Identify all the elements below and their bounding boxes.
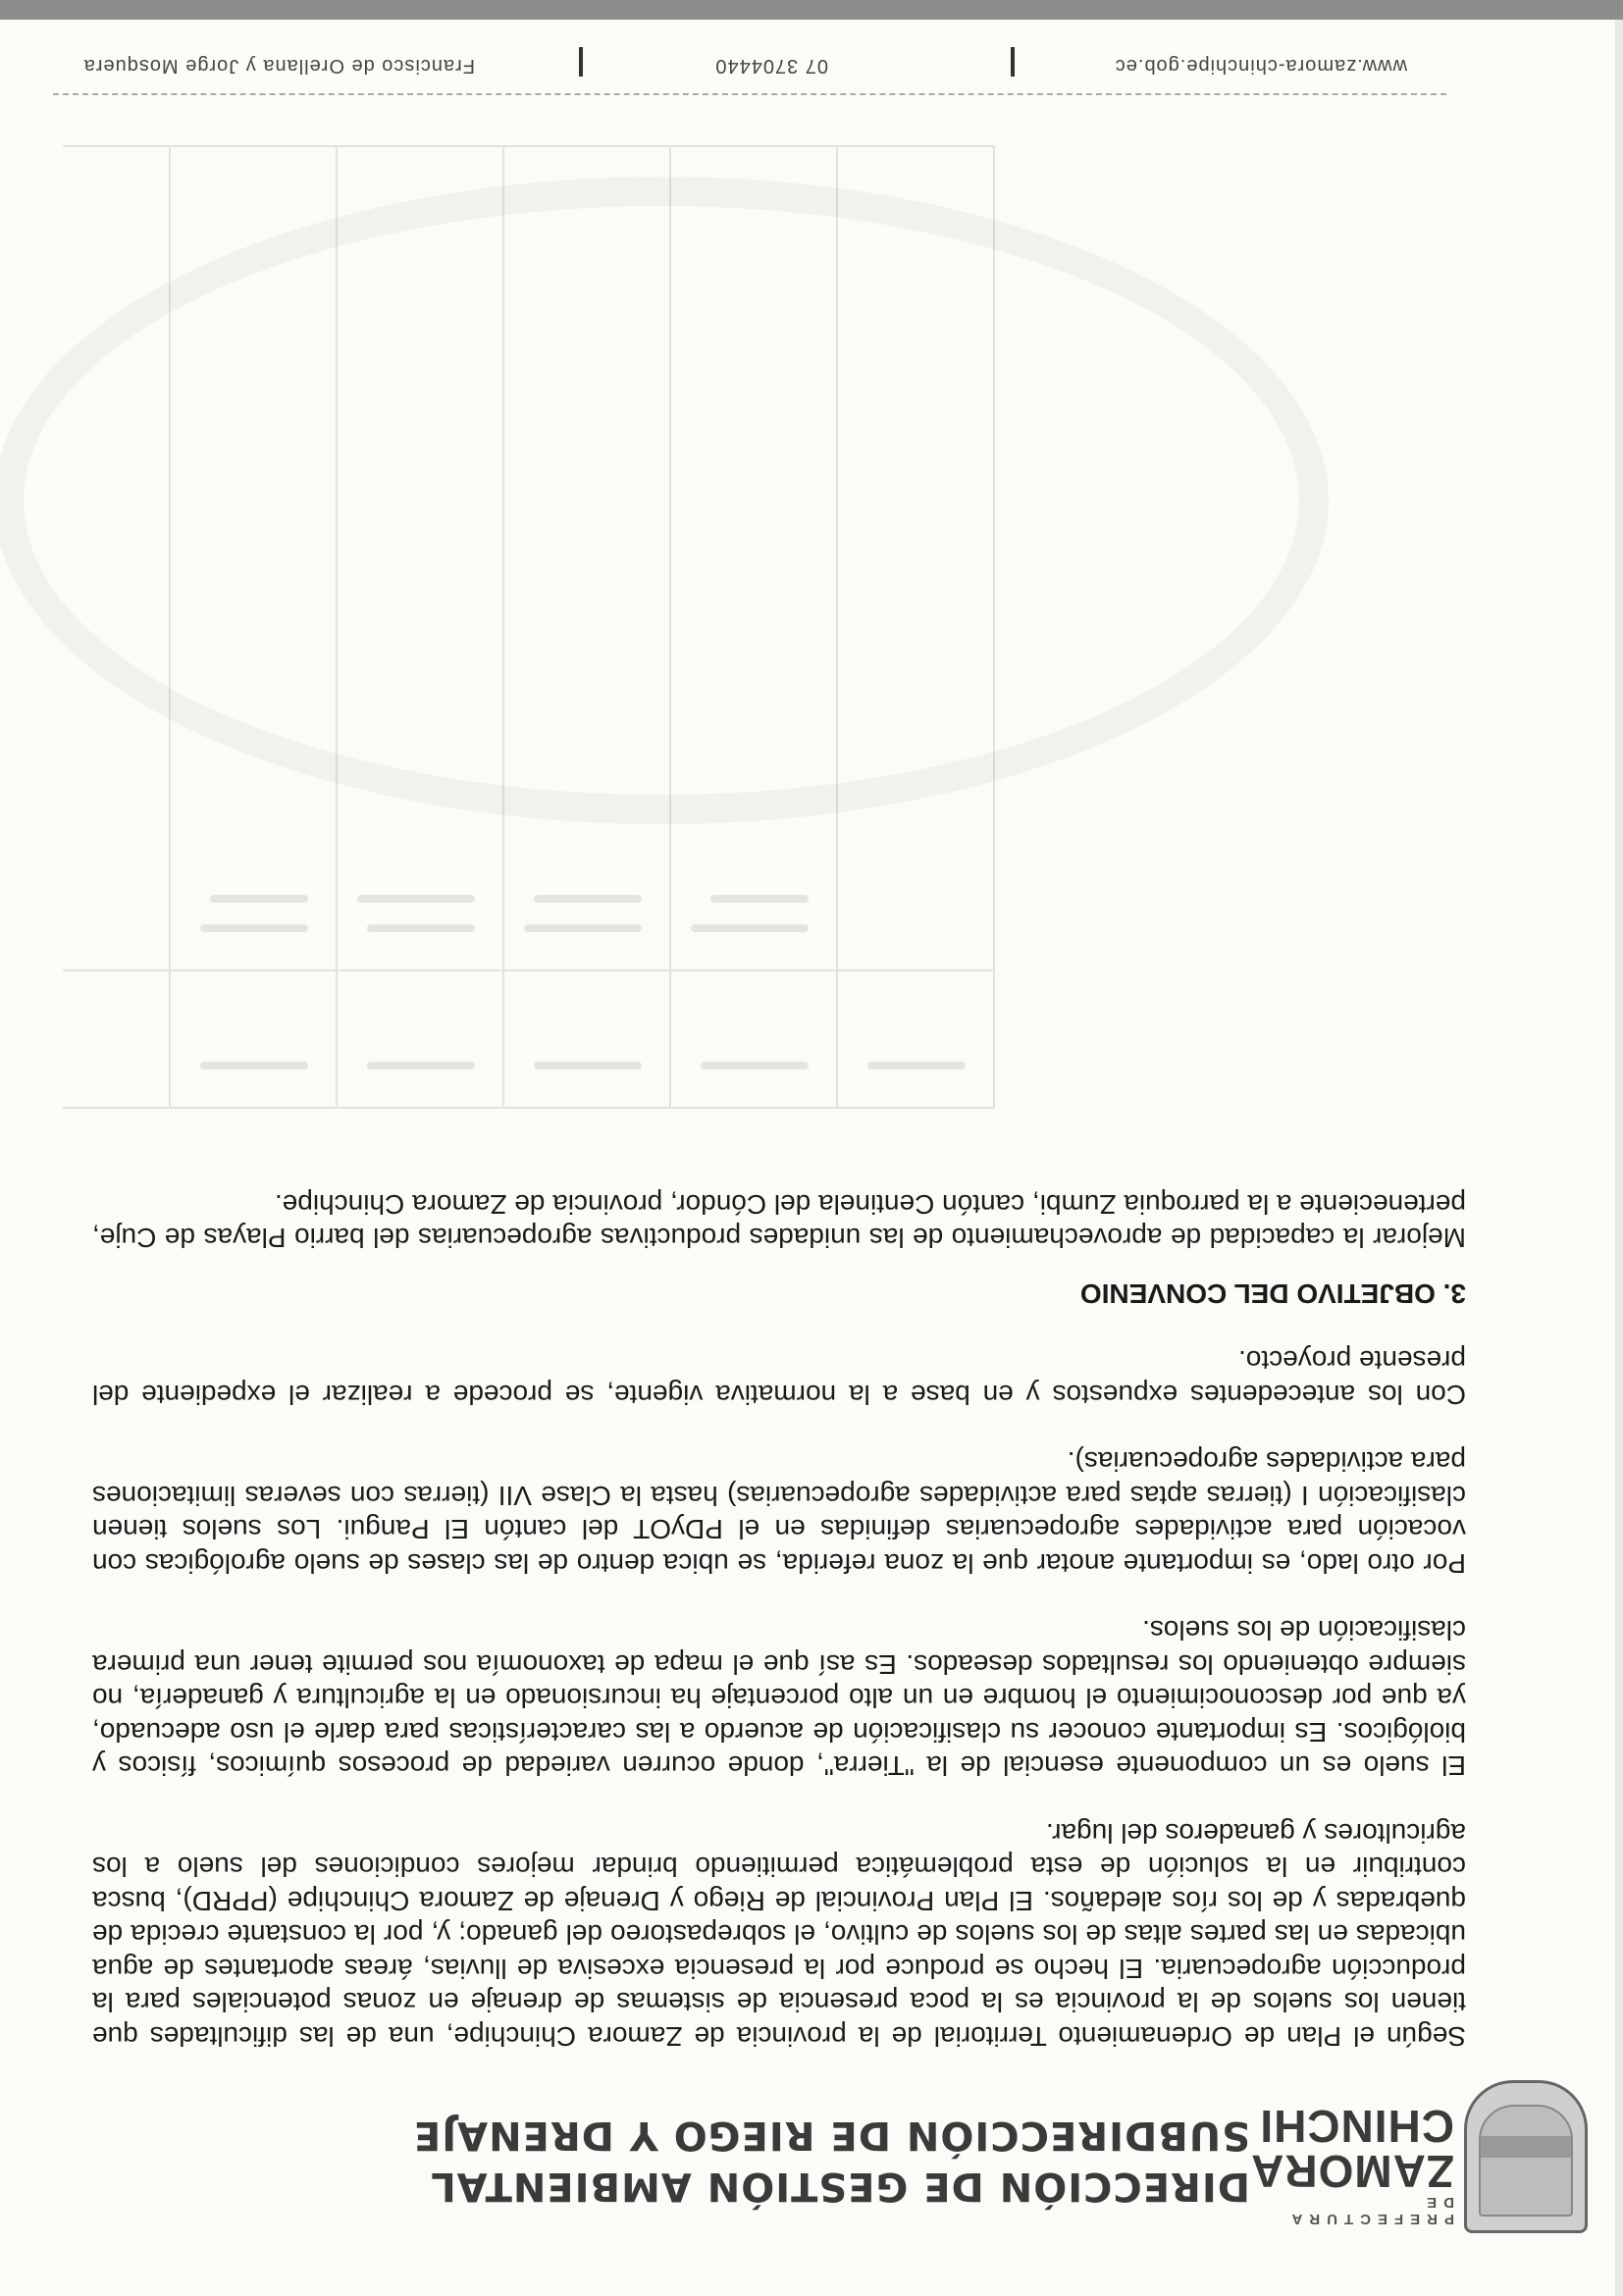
logo-caption: PREFECTURA DE xyxy=(1285,2194,1454,2227)
coat-of-arms-logo xyxy=(1464,2080,1588,2233)
logo-line-2: CHINCHI xyxy=(1259,2101,1454,2152)
footer-phone: 07 3704440 xyxy=(714,55,828,77)
footer-address: Francisco de Orellana y Jorge Mosquera xyxy=(82,55,475,77)
footer xyxy=(53,37,1446,77)
department-title: DIRECCIÓN DE GESTIÓN AMBIENTAL xyxy=(430,2164,1250,2209)
footer-divider xyxy=(53,93,1446,95)
subdepartment-title: SUBDIRECCIÓN DE RIEGO Y DRENAJE xyxy=(412,2113,1250,2158)
footer-separator xyxy=(1011,47,1015,77)
paragraph: Por otro lado, es importante anotar que la zona referida, se ubica dentro de las clases de suelo agrológicas con vocación para actividades agropecuarias definidas en el PDyOT del cantón El Pangui. Los suelos tienen clasificación I (tierras aptas para actividades agropecuarias) hasta la Clase VII (tierras con severas limitaciones para actividades agropecuarias). xyxy=(92,1446,1466,1579)
objective-paragraph: Mejorar la capacidad de aprovechamiento de las unidades productivas agropecuarias del barrio Playas de Cuje, perteneciente a la parroquia Zumbi, cantón Centinela del Cóndor, provincia de Zamora Chinchipe. xyxy=(92,1189,1466,1254)
footer-website: www.zamora-chinchipe.gob.ec xyxy=(1114,55,1407,77)
paragraph: El suelo es un componente esencial de la "Tierra", donde ocurren variedad de procesos químicos, físicos y biológicos. Es importante conocer su clasificación de acuerdo a las características para darle el uso adecuado, ya que por desconocimiento el hombre en un alto porcentaje ha incursionado en la agricultura y ganadería, no siempre obteniendo los resultados deseados. Es así que el mapa de taxonomía nos permite tener una primera clasificación de los suelos. xyxy=(92,1615,1466,1782)
scan-shadow-bar xyxy=(0,0,1623,20)
scan-edge xyxy=(1615,0,1623,2296)
document-body xyxy=(92,1187,1466,2054)
paragraph: Con los antecedentes expuestos y en base a la normativa vigente, se procede a realizar el expediente del presente proyecto. xyxy=(92,1345,1466,1410)
logo-line-1: ZAMORA xyxy=(1250,2146,1454,2197)
paragraph: Según el Plan de Ordenamiento Territorial de la provincia de Zamora Chinchipe, una de las dificultades que tienen los suelos de la provincia es la poca presencia de sistemas de drenaje en zonas potenciales para la producción agropecuaria. El hecho se produce por la presencia excesiva de lluvias, áreas aportantes de agua ubicadas en las partes altas de los suelos de cultivo, el sobrepastoreo del ganado; y, por la constante crecida de quebradas y de los ríos aledaños. El Plan Provincial de Riego y Drenaje de Zamora Chinchipe (PPRD), busca contribuir en la solución de esta problemática permitiendo brindar mejores condiciones del suelo a los agricultores y ganaderos del lugar. xyxy=(92,1818,1466,2052)
section-heading: 3. OBJETIVO DEL CONVENIO xyxy=(1079,1278,1466,1309)
bleed-through-table xyxy=(63,147,995,1109)
prefecture-logo-text xyxy=(1250,2101,1454,2227)
footer-separator xyxy=(579,47,583,77)
